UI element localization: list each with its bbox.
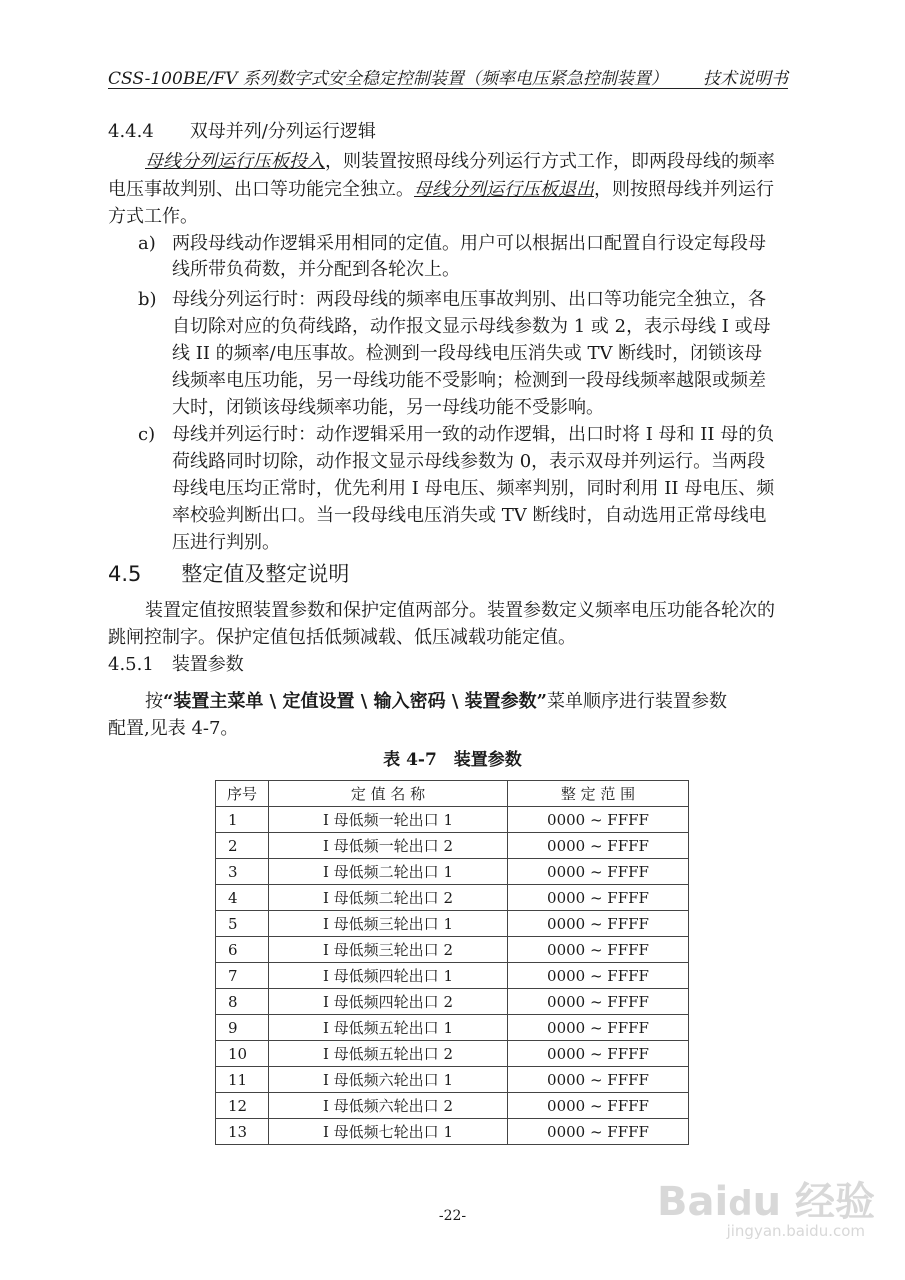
row-index: 6 <box>216 937 269 963</box>
setting-range: 0000 ~ FFFF <box>508 1093 689 1119</box>
row-index: 3 <box>216 859 269 885</box>
table-row <box>216 1093 689 1119</box>
intro-line-1 <box>145 148 775 176</box>
setting-range: 0000 ~ FFFF <box>508 937 689 963</box>
menu-path: “装置主菜单 \ 定值设置 \ 输入密码 \ 装置参数” <box>163 691 548 712</box>
emphasis-term: 母线分列运行压板投入 <box>145 151 325 172</box>
table-row <box>216 859 689 885</box>
param-name: I 母低频一轮出口 2 <box>269 833 508 859</box>
setting-range: 0000 ~ FFFF <box>508 1041 689 1067</box>
list-item-line: 自切除对应的负荷线路，动作报文显示母线参数为 1 或 2，表示母线 I 或母 <box>172 316 771 337</box>
paragraph-line: 跳闸控制字。保护定值包括低频减载、低压减载功能定值。 <box>108 627 576 648</box>
param-name: I 母低频三轮出口 1 <box>269 911 508 937</box>
setting-range: 0000 ~ FFFF <box>508 859 689 885</box>
param-name: I 母低频五轮出口 1 <box>269 1015 508 1041</box>
row-index: 12 <box>216 1093 269 1119</box>
table-row <box>216 807 689 833</box>
section-heading-4-5 <box>108 558 349 588</box>
row-index: 8 <box>216 989 269 1015</box>
section-heading-4-4-4 <box>108 118 376 146</box>
setting-range: 0000 ~ FFFF <box>508 885 689 911</box>
setting-range: 0000 ~ FFFF <box>508 833 689 859</box>
param-name: I 母低频六轮出口 1 <box>269 1067 508 1093</box>
row-index: 13 <box>216 1119 269 1145</box>
section-title: 双母并列/分列运行逻辑 <box>189 121 376 142</box>
text: 菜单顺序进行装置参数 <box>547 691 728 712</box>
table-row <box>216 1015 689 1041</box>
list-item-line: 大时，闭锁该母线频率功能，另一母线功能不受影响。 <box>172 397 604 418</box>
text: ，则按照母线并列运行 <box>594 179 774 200</box>
row-index: 11 <box>216 1067 269 1093</box>
header-cell: 整 定 范 围 <box>508 781 689 807</box>
list-item-line: 荷线路同时切除，动作报文显示母线参数为 0，表示双母并列运行。当两段 <box>172 451 766 472</box>
list-item-line: 母线分列运行时：两段母线的频率电压事故判别、出口等功能完全独立，各 <box>172 289 766 310</box>
table-row <box>216 911 689 937</box>
list-item-line: 线频率电压功能，另一母线功能不受影响；检测到一段母线频率越限或频差 <box>172 370 766 391</box>
row-index: 4 <box>216 885 269 911</box>
table-row <box>216 885 689 911</box>
paragraph-line: 装置定值按照装置参数和保护定值两部分。装置参数定义频率电压功能各轮次的 <box>145 600 775 621</box>
param-name: I 母低频一轮出口 1 <box>269 807 508 833</box>
text: ，则装置按照母线分列运行方式工作，即两段母线的频率 <box>325 151 775 172</box>
header-cell: 定 值 名 称 <box>269 781 508 807</box>
watermark-logo: Baidu 经验 <box>657 1179 875 1225</box>
param-name: I 母低频二轮出口 2 <box>269 885 508 911</box>
param-name: I 母低频五轮出口 2 <box>269 1041 508 1067</box>
row-index: 5 <box>216 911 269 937</box>
table-row <box>216 1041 689 1067</box>
section-number: 4.5 <box>108 562 142 586</box>
param-name: I 母低频六轮出口 2 <box>269 1093 508 1119</box>
text: 按 <box>145 691 163 712</box>
section-number: 4.5.1 <box>108 654 154 675</box>
row-index: 9 <box>216 1015 269 1041</box>
intro-line-2 <box>108 176 774 204</box>
table-row <box>216 833 689 859</box>
running-header <box>108 62 788 89</box>
table-row <box>216 937 689 963</box>
list-marker: b) <box>138 289 157 310</box>
setting-range: 0000 ~ FFFF <box>508 1119 689 1145</box>
row-index: 7 <box>216 963 269 989</box>
section-title: 整定值及整定说明 <box>181 562 350 586</box>
list-item-line: 率校验判断出口。当一段母线电压消失或 TV 断线时，自动选用正常母线电 <box>172 505 767 526</box>
section-heading-4-5-1 <box>108 651 244 679</box>
setting-range: 0000 ~ FFFF <box>508 911 689 937</box>
page-number: -22- <box>438 1208 467 1224</box>
section-title: 装置参数 <box>171 654 244 675</box>
row-index: 10 <box>216 1041 269 1067</box>
text: 电压事故判别、出口等功能完全独立。 <box>108 179 414 200</box>
device-parameter-table <box>215 780 689 1145</box>
header-cell: 序号 <box>216 781 269 807</box>
param-name: I 母低频三轮出口 2 <box>269 937 508 963</box>
param-name: I 母低频七轮出口 1 <box>269 1119 508 1145</box>
list-item-line: 两段母线动作逻辑采用相同的定值。用户可以根据出口配置自行设定每段母 <box>172 233 766 254</box>
intro-line-3: 方式工作。 <box>108 206 198 227</box>
table-row <box>216 1119 689 1145</box>
header-doc-type: 技术说明书 <box>703 69 788 89</box>
emphasis-term: 母线分列运行压板退出 <box>414 179 594 200</box>
param-name: I 母低频二轮出口 1 <box>269 859 508 885</box>
list-item-line: 压进行判别。 <box>172 532 280 553</box>
setting-range: 0000 ~ FFFF <box>508 1067 689 1093</box>
row-index: 1 <box>216 807 269 833</box>
list-item-line: 母线并列运行时：动作逻辑采用一致的动作逻辑，出口时将 I 母和 II 母的负 <box>172 424 775 445</box>
param-name: I 母低频四轮出口 1 <box>269 963 508 989</box>
list-item-line: 线 II 的频率/电压事故。检测到一段母线电压消失或 TV 断线时，闭锁该母 <box>172 343 763 364</box>
row-index: 2 <box>216 833 269 859</box>
table-row <box>216 1067 689 1093</box>
table-row <box>216 963 689 989</box>
paragraph-line <box>145 688 727 716</box>
list-item-line: 线所带负荷数，并分配到各轮次上。 <box>172 259 460 280</box>
setting-range: 0000 ~ FFFF <box>508 963 689 989</box>
section-number: 4.4.4 <box>108 121 154 142</box>
paragraph-line: 配置,见表 4-7。 <box>108 718 239 739</box>
list-marker: c) <box>138 424 156 445</box>
list-item-line: 母线电压均正常时，优先利用 I 母电压、频率判别，同时利用 II 母电压、频 <box>172 478 775 499</box>
setting-range: 0000 ~ FFFF <box>508 989 689 1015</box>
setting-range: 0000 ~ FFFF <box>508 807 689 833</box>
watermark-url: jingyan.baidu.com <box>726 1222 865 1240</box>
table-row <box>216 989 689 1015</box>
list-marker: a) <box>138 233 156 254</box>
table-caption: 表 4-7 装置参数 <box>383 750 522 770</box>
param-name: I 母低频四轮出口 2 <box>269 989 508 1015</box>
setting-range: 0000 ~ FFFF <box>508 1015 689 1041</box>
header-title: CSS-100BE/FV 系列数字式安全稳定控制装置（频率电压紧急控制装置） <box>108 69 668 89</box>
